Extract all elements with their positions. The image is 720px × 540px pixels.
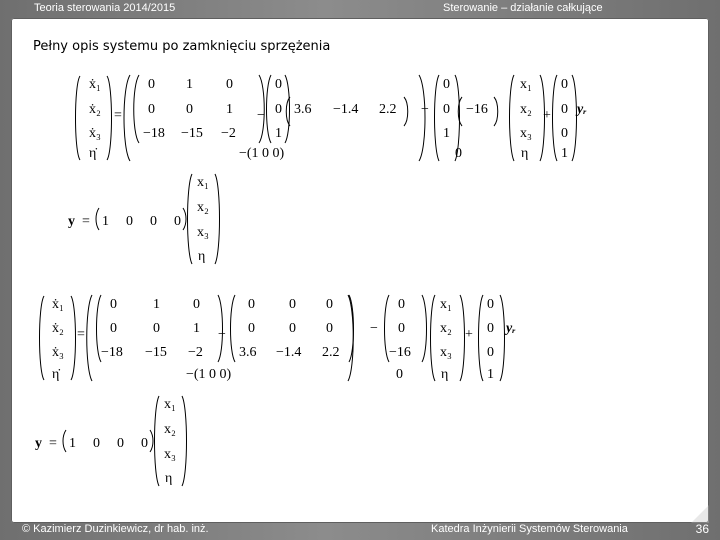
- eq1-a-12: 1: [186, 77, 193, 92]
- eq1-plus: +: [543, 108, 551, 123]
- eq3-bk-21: 0: [248, 321, 255, 336]
- eq3-bottom-right: 0: [396, 367, 403, 382]
- eq1-a-22: 0: [186, 102, 193, 117]
- eq3-bk-31: 3.6: [239, 345, 257, 360]
- eq1-state-2: x₂: [520, 102, 532, 117]
- equation-4: [35, 390, 195, 492]
- eq1-bottom-left: −(1 0 0): [239, 146, 285, 161]
- eq3-ref-1: 0: [487, 297, 494, 312]
- eq1-a-11: 0: [148, 77, 155, 92]
- eq3-a-22: 0: [153, 321, 160, 336]
- equation-3-svg: [38, 290, 538, 386]
- eq3-bk-12: 0: [289, 297, 296, 312]
- eq3-a-21: 0: [110, 321, 117, 336]
- eq2-row-1: 1: [102, 214, 109, 229]
- eq1-a-23: 1: [226, 102, 233, 117]
- eq2-state-2: x₂: [197, 200, 209, 215]
- eq3-a-23: 1: [193, 321, 200, 336]
- eq3-lhs-2: ẋ₂: [52, 321, 64, 336]
- eq3-ref-4: 1: [487, 367, 494, 382]
- eq1-minus-1: −: [257, 108, 265, 123]
- eq3-equals: =: [77, 327, 85, 342]
- eq3-minus-1: −: [218, 327, 226, 342]
- eq4-row-1: 1: [69, 436, 76, 451]
- equation-1-svg: [73, 70, 593, 166]
- slide-title: Pełny opis systemu po zamknięciu sprzężenia: [33, 39, 331, 54]
- eq3-a-31: −18: [101, 345, 123, 360]
- eq3-bk-32: −1.4: [276, 345, 302, 360]
- eq1-ref-3: 0: [561, 126, 568, 141]
- eq3-a-33: −2: [188, 345, 203, 360]
- equation-2: [68, 168, 228, 270]
- eq1-a-31: −18: [143, 126, 165, 141]
- page-corner-decoration: [673, 505, 709, 523]
- eq3-ki-1: 0: [398, 297, 405, 312]
- eq1-a-33: −2: [221, 126, 236, 141]
- eq3-state-3: x₃: [440, 345, 452, 360]
- eq1-lhs-1: ẋ₁: [89, 77, 101, 92]
- eq3-bk-22: 0: [289, 321, 296, 336]
- eq2-row-2: 0: [126, 214, 133, 229]
- eq1-b-3: 1: [275, 126, 282, 141]
- eq1-k-3: 2.2: [379, 102, 397, 117]
- eq3-bk-23: 0: [326, 321, 333, 336]
- eq1-ref-4: 1: [561, 146, 568, 161]
- equation-3: [38, 290, 538, 386]
- eq2-state-4: η: [198, 249, 206, 264]
- eq1-b-1: 0: [275, 77, 282, 92]
- eq3-a-11: 0: [110, 297, 117, 312]
- eq1-a-13: 0: [226, 77, 233, 92]
- eq3-a-32: −15: [145, 345, 167, 360]
- eq2-output: y: [68, 214, 75, 229]
- eq1-ki-term: −16: [466, 102, 488, 117]
- eq1-k-2: −1.4: [333, 102, 359, 117]
- eq3-minus-2: −: [370, 321, 378, 336]
- eq2-equals: =: [82, 214, 90, 229]
- eq1-state-1: x₁: [520, 77, 532, 92]
- eq4-row-4: 0: [141, 436, 148, 451]
- eq1-k-1: 3.6: [294, 102, 312, 117]
- eq2-row-4: 0: [174, 214, 181, 229]
- eq1-a-32: −15: [181, 126, 203, 141]
- eq4-row-2: 0: [93, 436, 100, 451]
- eq2-row-3: 0: [150, 214, 157, 229]
- eq3-state-4: η: [441, 367, 449, 382]
- eq1-ki-vector-2: 0: [443, 102, 450, 117]
- eq3-bk-33: 2.2: [322, 345, 340, 360]
- eq4-state-3: x₃: [164, 447, 176, 462]
- eq3-state-1: x₁: [440, 297, 452, 312]
- eq1-state-4: η: [521, 146, 529, 161]
- eq1-lhs-4: η̇: [89, 146, 97, 161]
- eq4-equals: =: [49, 436, 57, 451]
- eq1-ref-2: 0: [561, 102, 568, 117]
- eq3-a-12: 1: [153, 297, 160, 312]
- page-number: 36: [695, 522, 709, 536]
- eq2-state-1: x₁: [197, 175, 209, 190]
- eq4-state-4: η: [165, 471, 173, 486]
- eq3-state-2: x₂: [440, 321, 452, 336]
- eq1-b-2: 0: [275, 102, 282, 117]
- eq1-equals: =: [114, 108, 122, 123]
- eq3-a-13: 0: [193, 297, 200, 312]
- eq4-state-1: x₁: [164, 397, 176, 412]
- eq3-lhs-1: ẋ₁: [52, 297, 64, 312]
- eq3-plus: +: [465, 327, 473, 342]
- equation-4-svg: [35, 390, 195, 492]
- eq2-state-3: x₃: [197, 225, 209, 240]
- eq3-ref-2: 0: [487, 321, 494, 336]
- eq1-a-21: 0: [148, 102, 155, 117]
- eq3-lhs-3: ẋ₃: [52, 345, 64, 360]
- header-left: Teoria sterowania 2014/2015: [34, 2, 176, 14]
- eq4-row-3: 0: [117, 436, 124, 451]
- equation-1: [73, 70, 593, 166]
- eq1-minus-2: −: [421, 102, 429, 117]
- eq1-ki-vector-3: 1: [443, 126, 450, 141]
- equation-2-svg: [68, 168, 228, 270]
- eq4-state-2: x₂: [164, 422, 176, 437]
- eq1-state-3: x₃: [520, 126, 532, 141]
- eq3-ki-3: −16: [389, 345, 411, 360]
- eq3-output-symbol: yᵣ: [506, 321, 516, 336]
- eq3-bk-11: 0: [248, 297, 255, 312]
- footer-left: © Kazimierz Duzinkiewicz, dr hab. inż.: [22, 523, 209, 535]
- header-right: Sterowanie – działanie całkujące: [443, 2, 603, 14]
- footer-middle: Katedra Inżynierii Systemów Sterowania: [431, 523, 628, 535]
- eq1-ref-1: 0: [561, 77, 568, 92]
- eq1-output-symbol: yᵣ: [577, 102, 587, 117]
- eq3-bk-13: 0: [326, 297, 333, 312]
- eq1-ki-vector-1: 0: [443, 77, 450, 92]
- eq4-output: y: [35, 436, 42, 451]
- eq3-ki-2: 0: [398, 321, 405, 336]
- eq3-ref-3: 0: [487, 345, 494, 360]
- eq1-lhs-2: ẋ₂: [89, 102, 101, 117]
- eq3-bottom-left: −(1 0 0): [186, 367, 232, 382]
- eq3-lhs-4: η̇: [52, 367, 60, 382]
- eq1-lhs-3: ẋ₃: [89, 126, 101, 141]
- eq1-bottom-right: 0: [455, 146, 462, 161]
